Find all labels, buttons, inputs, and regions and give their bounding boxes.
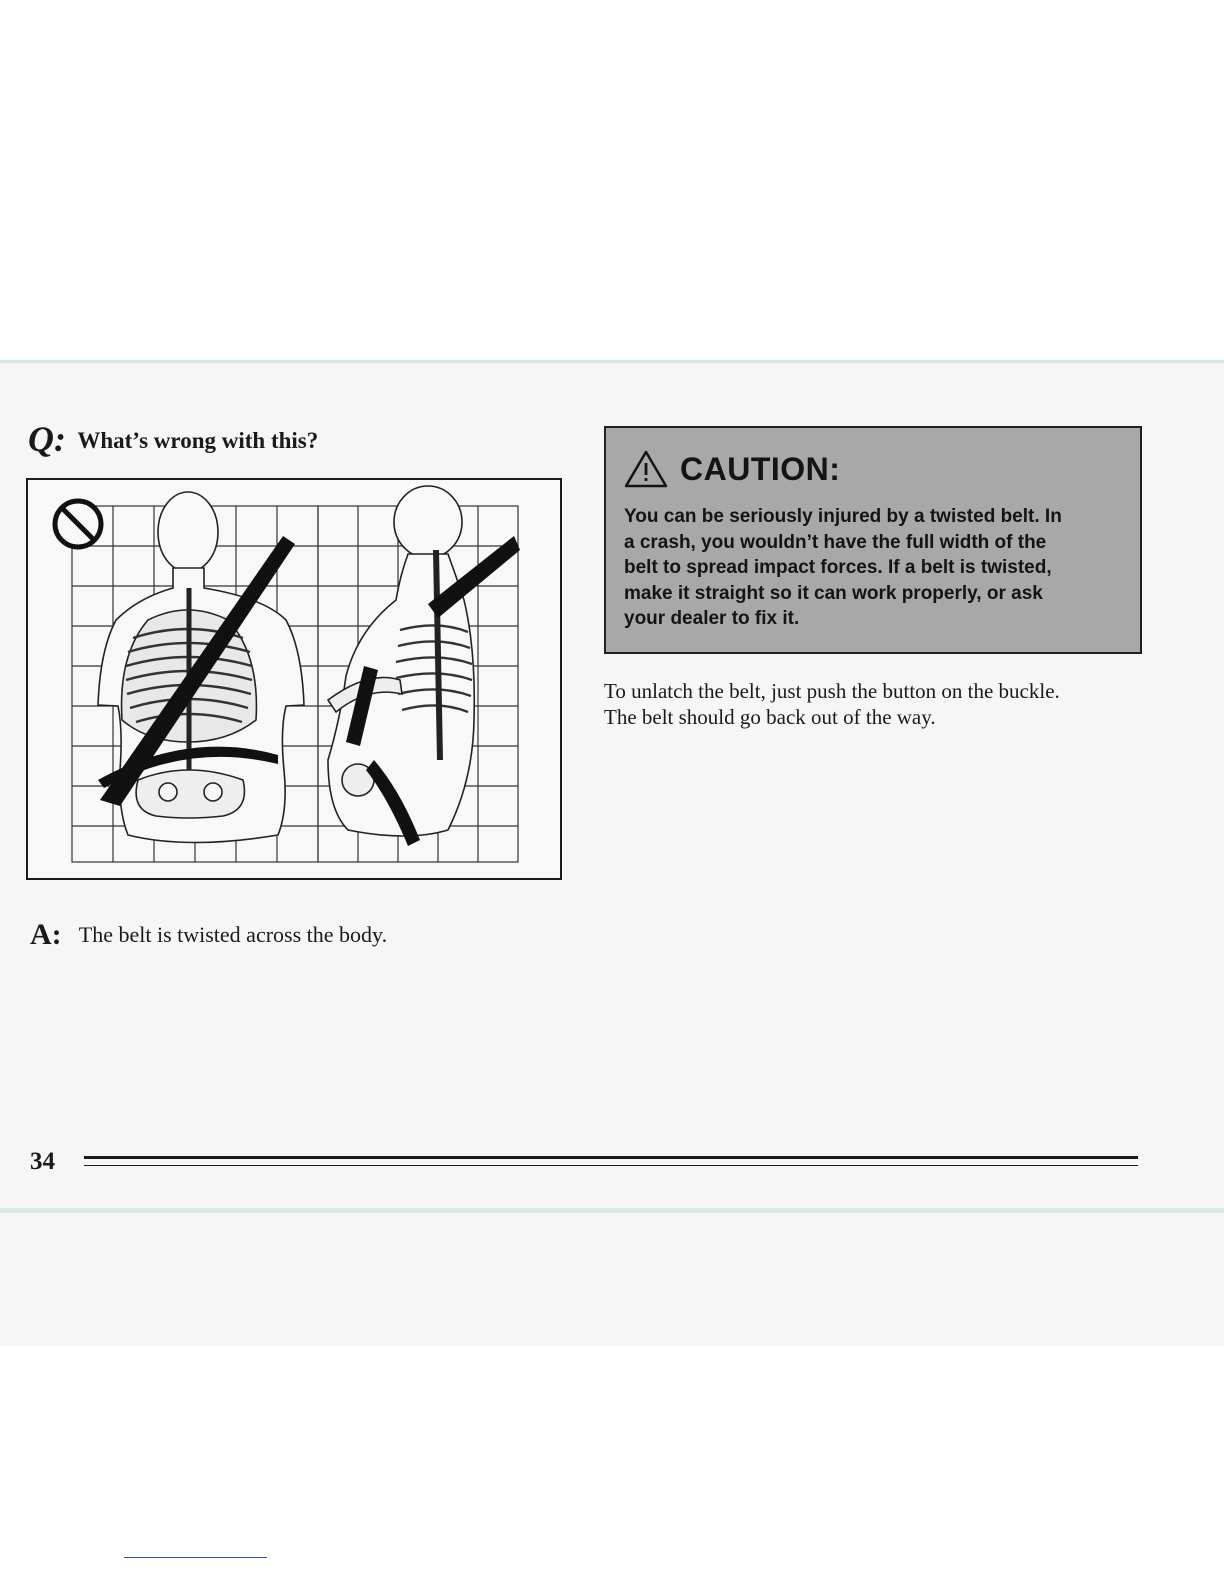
seat-belt-illustration [26, 478, 562, 880]
caution-text [624, 504, 1124, 632]
caution-title: CAUTION: [680, 450, 841, 487]
unlatch-instructions [604, 678, 1134, 730]
question-text: What’s wrong with this? [77, 428, 319, 453]
footer-rule [84, 1156, 1138, 1168]
page-number: 34 [30, 1148, 55, 1175]
link-underline [124, 1557, 267, 1558]
top-edge-rule [0, 360, 1224, 363]
illustration-svg [28, 480, 560, 878]
caution-line: belt to spread impact forces. If a belt is twisted, [624, 557, 1052, 578]
answer [30, 918, 387, 952]
caution-line: make it straight so it can work properly, or ask [624, 582, 1043, 604]
answer-marker: A: [30, 918, 62, 951]
warning-triangle-icon [624, 450, 668, 488]
caution-header [624, 450, 840, 488]
caution-line: your dealer to fix it. [624, 608, 800, 629]
question [28, 418, 318, 460]
answer-text: The belt is twisted across the body. [78, 922, 388, 947]
caution-line: You can be seriously injured by a twisted belt. In [624, 506, 1062, 527]
prohibited-icon [55, 501, 101, 547]
skeleton-side-view [328, 486, 474, 836]
body-line: The belt should go back out of the way. [604, 705, 936, 729]
caution-box [604, 426, 1142, 654]
bottom-edge-rule [0, 1208, 1224, 1213]
body-line: To unlatch the belt, just push the button on the buckle. [604, 679, 1060, 703]
caution-line: a crash, you wouldn’t have the full width of the [624, 531, 1047, 553]
question-marker: Q: [28, 419, 66, 459]
